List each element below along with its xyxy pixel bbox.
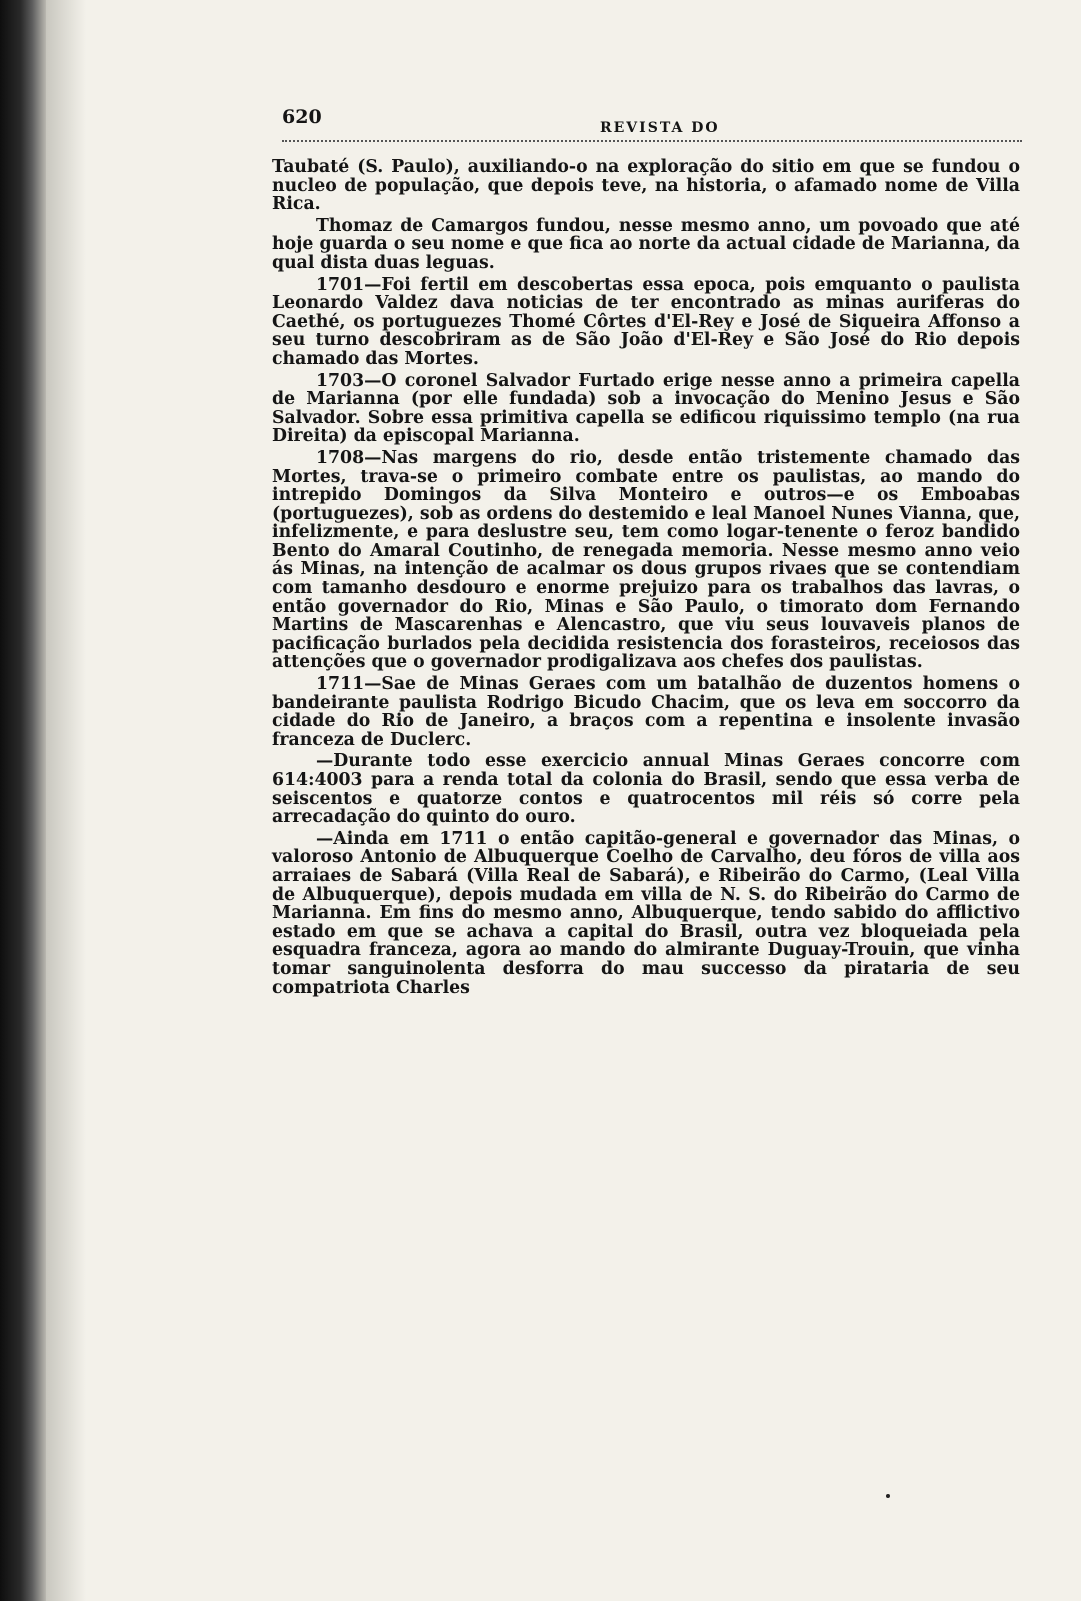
paragraph-1701: 1701—Foi fertil em descobertas essa epoca, pois emquanto o paulista Leonardo Valdez dava noticias de ter encontrado as minas auriferas do Caethé, os portuguezes Thomé Côrtes d'El-Rey e José de Siqueira Affonso a seu turno descobriram as de São João d'El-Rey e São José do Rio depois chamado das Mortes. — [272, 274, 1020, 369]
ink-speck — [886, 1494, 890, 1498]
document-page — [272, 100, 1020, 1000]
page-number: 620 — [282, 106, 322, 128]
paragraph-exercicio-annual: —Durante todo esse exercicio annual Minas Geraes concorre com 614:4003 para a renda total da colonia do Brasil, sendo que essa verba de seiscentos e quatorze contos e quatrocentos mil réis só corre pela arrecadação do quinto do ouro. — [272, 751, 1020, 828]
gutter-shadow — [46, 0, 86, 1601]
paragraph-1703: 1703—O coronel Salvador Furtado erige nesse anno a primeira capella de Marianna (por elle fundada) sob a invocação do Menino Jesus e São Salvador. Sobre essa primitiva capella se edificou riquissimo templo (na rua Direita) da episcopal Marianna. — [272, 370, 1020, 447]
paragraph-continuation: Taubaté (S. Paulo), auxiliando-o na exploração do sitio em que se fundou o nucleo de população, que depois teve, na historia, o afamado nome de Villa Rica. — [272, 157, 1020, 215]
body-text — [272, 158, 1020, 997]
paragraph-thomaz-camargos: Thomaz de Camargos fundou, nesse mesmo anno, um povoado que até hoje guarda o seu nome e que fica ao norte da actual cidade de Marianna, da qual dista duas leguas. — [272, 215, 1020, 273]
book-binding-edge — [0, 0, 46, 1601]
running-title: REVISTA DO — [600, 120, 720, 136]
paragraph-1711: 1711—Sae de Minas Geraes com um batalhão de duzentos homens o bandeirante paulista Rodrigo Bicudo Chacim, que os leva em soccorro da cidade do Rio de Janeiro, a braços com a repentina e insolente invasão franceza de Duclerc. — [272, 674, 1020, 750]
page-header — [272, 100, 1020, 140]
paragraph-1708: 1708—Nas margens do rio, desde então tristemente chamado das Mortes, trava-se o primeiro combate entre os paulistas, ao mando do intrepido Domingos da Silva Monteiro e outros—e os Emboabas (portuguezes), sob as ordens do destemido e leal Manoel Nunes Vianna, que, infelizmente, e para deslustre seu, tem como logar-tenente o feroz bandido Bento do Amaral Coutinho, de renegada memoria. Nesse mesmo anno veio ás Minas, na intenção de acalmar os dous grupos rivaes que se contendiam com tamanho desdouro e enorme prejuizo para os trabalhos das lavras, o então governador do Rio, Minas e São Paulo, o timorato dom Fernando Martins de Mascarenhas e Alencastro, que viu seus louvaveis planos de pacificação burlados pela decidida resistencia dos forasteiros, receiosos das attenções que o governador prodigalizava aos chefes dos paulistas. — [272, 447, 1020, 673]
header-rule — [282, 140, 1022, 142]
paragraph-ainda-1711: —Ainda em 1711 o então capitão-general e governador das Minas, o valoroso Antonio de Albuquerque Coelho de Carvalho, deu fóros de villa aos arraiaes de Sabará (Villa Real de Sabará), e Ribeirão do Carmo, (Leal Villa de Albuquerque), depois mudada em villa de N. S. do Ribeirão do Carmo de Marianna. Em fins do mesmo anno, Albuquerque, tendo sabido do afflictivo estado em que se achava a capital do Brasil, outra vez bloqueiada pela esquadra franceza, agora ao mando do almirante Duguay-Trouin, que vinha tomar sanguinolenta desforra do mau successo da pirataria de seu compatriota Charles — [272, 828, 1020, 998]
